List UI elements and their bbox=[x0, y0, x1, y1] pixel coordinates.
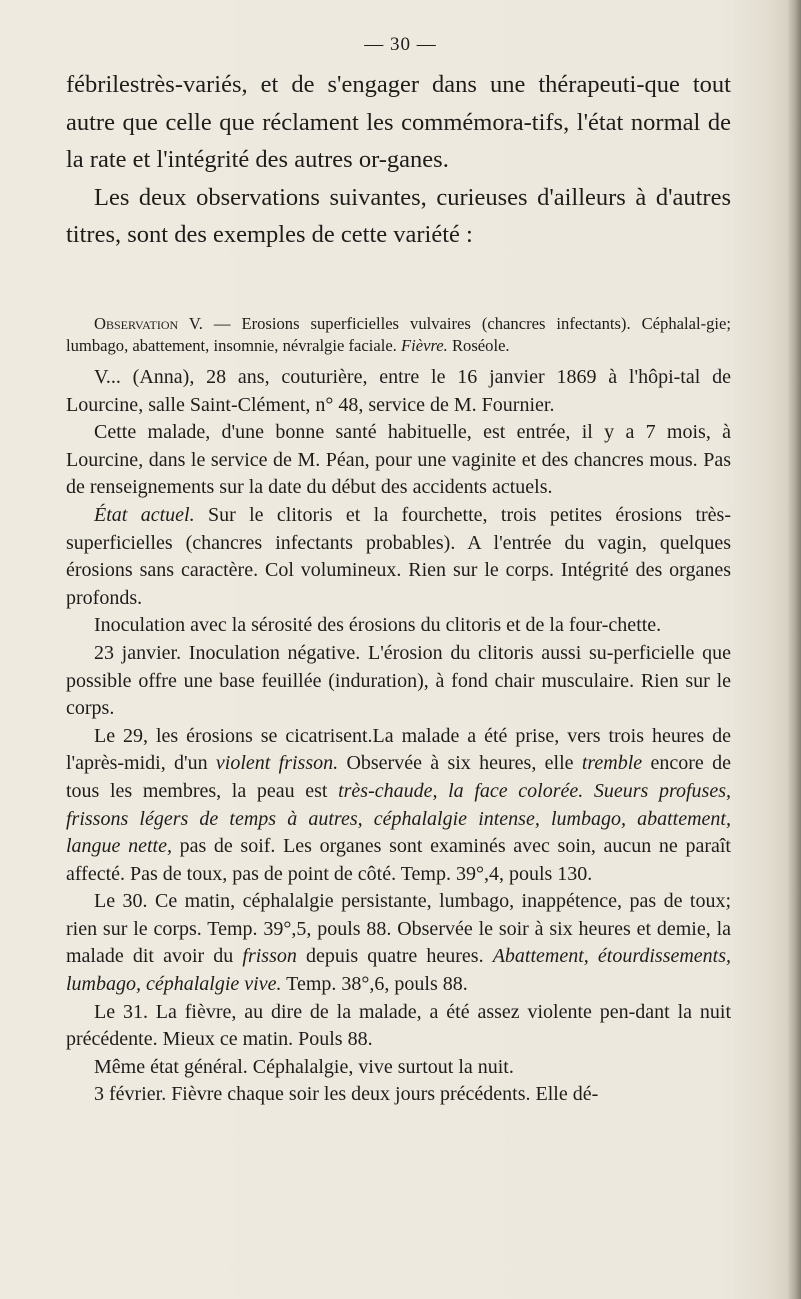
paragraph-6-g: pas de soif. Les organes sont examinés avec soin, aucun ne paraît affecté. Pas de toux, pas de point de côté. Temp. 39°,4, pouls 130. bbox=[66, 835, 731, 885]
paragraph-7-b: frisson bbox=[242, 945, 297, 968]
paragraph-7-c: depuis quatre heures. bbox=[296, 945, 493, 968]
paragraph-4: Inoculation avec la sérosité des érosions du clitoris et de la four-chette. bbox=[94, 614, 662, 637]
paragraph-7-e: Temp. 38°,6, pouls 88. bbox=[281, 973, 468, 996]
paragraph-6-a: Le 29, les érosions se cicatrisent.La malade a été prise, vers trois heures de l'après-midi, d'un bbox=[66, 724, 731, 775]
paragraph-7-a: Le 30. Ce matin, céphalalgie persistante, lumbago, inappétence, pas de toux; rien sur le corps. Temp. 39°,5, pouls 88. Observée le soir à six heures et demie, la malade dit avoir du bbox=[66, 890, 731, 968]
page-edge-shadow bbox=[787, 0, 801, 1299]
paragraph-6-d: tremble bbox=[581, 752, 643, 775]
paragraph-8: Le 31. La fièvre, au dire de la malade, a été assez violente pen-dant la nuit précédente. Mieux ce matin. Pouls 88. bbox=[66, 1000, 731, 1051]
intro-paragraph-2: Les deux observations suivantes, curieuses d'ailleurs à d'autres titres, sont des exemples de cette variété : bbox=[66, 183, 731, 248]
paragraph-7 bbox=[66, 888, 731, 998]
observation-summary: — Erosions superficielles vulvaires (chancres infectants). Céphalal-gie; lumbago, abattement, insomnie, névralgie faciale. bbox=[66, 314, 731, 355]
paragraph-6-b: violent frisson. bbox=[215, 752, 339, 775]
paragraph-3 bbox=[66, 502, 731, 612]
paragraph-10: 3 février. Fièvre chaque soir les deux jours précédents. Elle dé- bbox=[94, 1083, 599, 1106]
observation-label: Observation V. bbox=[94, 314, 203, 333]
observation-body bbox=[66, 364, 731, 1109]
intro-text bbox=[66, 66, 731, 254]
paragraph-6-f: très-chaude, la face colorée. Sueurs profuses, frissons légers de temps à autres, céphalalgie intense, lumbago, abattement, langue nette, bbox=[66, 779, 731, 858]
paragraph-2: Cette malade, d'une bonne santé habituelle, est entrée, il y a 7 mois, à Lourcine, dans le service de M. Péan, pour une vaginite et des chancres mous. Pas de renseignements sur la date du début des accidents actuels. bbox=[66, 421, 731, 499]
paragraph-6-e: encore de tous les membres, la peau est bbox=[66, 752, 731, 802]
paragraph-1: V... (Anna), 28 ans, couturière, entre le 16 janvier 1869 à l'hôpi-tal de Lourcine, salle Saint-Clément, n° 48, service de M. Fournier. bbox=[66, 366, 731, 416]
paragraph-6 bbox=[66, 723, 731, 889]
observation-summary-end: Roséole. bbox=[447, 335, 510, 355]
observation-heading bbox=[66, 313, 731, 356]
paragraph-6-c: Observée à six heures, elle bbox=[338, 752, 582, 775]
paragraph-7-d: Abattement, étourdissements, lumbago, céphalalgie vive. bbox=[66, 945, 732, 996]
observation-summary-italic: Fièvre. bbox=[400, 335, 448, 355]
paragraph-3-heading: État actuel. bbox=[94, 503, 195, 526]
paragraph-9: Même état général. Céphalalgie, vive surtout la nuit. bbox=[94, 1055, 514, 1078]
page-number: — 30 — bbox=[364, 34, 437, 55]
intro-paragraph-1: fébrilestrès-variés, et de s'engager dans une thérapeuti-que tout autre que celle que réclament les commémora-tifs, l'état normal de la rate et l'intégrité des autres or-ganes. bbox=[66, 71, 731, 173]
paragraph-5: 23 janvier. Inoculation négative. L'érosion du clitoris aussi su-perficielle que possible offre une base feuillée (induration), à fond chair musculaire. Rien sur le corps. bbox=[66, 641, 731, 720]
paragraph-3-text: Sur le clitoris et la fourchette, trois petites érosions très-superficielles (chancres infectants probables). A l'entrée du vagin, quelques érosions sans caractère. Col volumineux. Rien sur le corps. Intégrité des organes profonds. bbox=[66, 503, 731, 609]
